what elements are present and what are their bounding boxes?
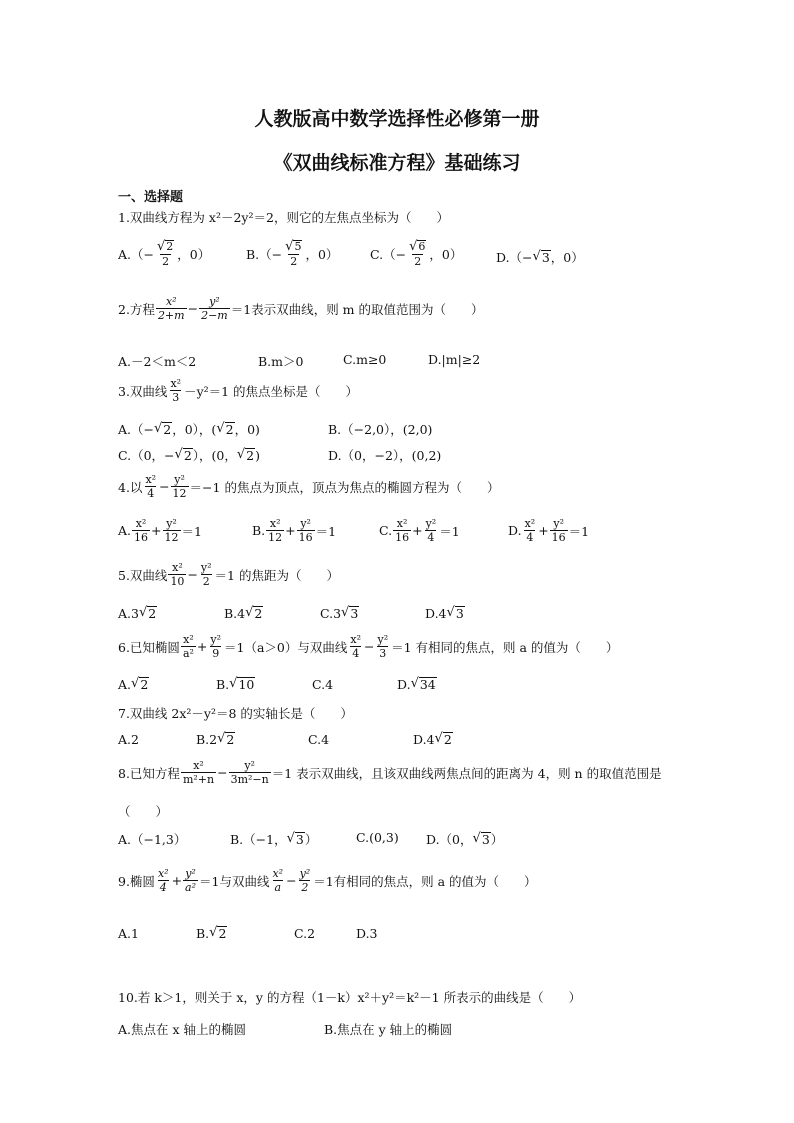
- q8-option-b: B.（−1， √ 3 ）: [230, 830, 318, 847]
- q1-option-a: A.（− √ 2 2 ，0）: [118, 239, 211, 269]
- q9-option-c: C.2: [294, 926, 316, 941]
- q2-option-a: A.－2＜m＜2: [118, 354, 197, 369]
- q6-option-b: B. √ 10: [216, 676, 255, 693]
- q7-option-b: B.2 √ 2: [196, 731, 235, 748]
- q3-option-c: C.（0，− √ 2 ），(0， √ 2 ): [118, 446, 261, 463]
- q3-option-a: A.（− √ 2 ，0），( √ 2 ，0): [118, 420, 260, 437]
- q6-option-d: D. √ 34: [397, 676, 436, 693]
- q3-option-d: D.（0，−2），(0,2): [328, 448, 442, 463]
- q7-option-d: D.4 √ 2: [413, 731, 452, 748]
- q8-option-d: D.（0， √ 3 ）: [426, 830, 504, 847]
- q6-option-a: A. √ 2: [118, 676, 149, 693]
- q1-option-d: D.（− √ 3 ，0）: [496, 248, 584, 265]
- q9-option-b: B. √ 2: [196, 925, 227, 942]
- question-7: 7.双曲线 2x²－y²＝8 的实轴长是（ ）: [118, 706, 353, 721]
- q5-option-b: B.4 √ 2: [224, 605, 263, 622]
- q2-option-b: B.m＞0: [258, 354, 304, 369]
- q5-option-a: A.3 √ 2: [118, 605, 157, 622]
- question-10: 10.若 k＞1，则关于 x，y 的方程（1－k）x²＋y²＝k²－1 所表示的曲线是（ ）: [118, 990, 582, 1005]
- q2-option-c: C.m≥0: [343, 352, 387, 367]
- q5-option-c: C.3 √ 3: [320, 605, 359, 622]
- question-8: 8.已知方程 $\frac{\text{x²}}{\text{m²+n}}$ − $\frac{\text{y²}}{\text{3m²−n}}$ ＝1 表示双曲线，且该双曲线两焦点间的距离为 4，则 n 的取值范围是: [118, 759, 662, 786]
- question-5: 5.双曲线 $\frac{\text{x²}}{10}$ − $\frac{\text{y²}}{2}$ ＝1 的焦距为（ ）: [118, 561, 339, 588]
- q6-option-c: C.4: [312, 677, 334, 692]
- question-8-cont: （ ）: [118, 804, 169, 819]
- question-6: 6.已知椭圆 $\frac{\text{x²}}{\text{a²}}$ + $\frac{\text{y²}}{9}$ ＝1（a＞0）与双曲线 $\frac{\text{x²}}{4}$ − $\frac{\text{y²}}{3}$ ＝1 有相同的焦点，则 a 的值为（ ）: [118, 633, 619, 660]
- question-2: 2.方程 $\frac{\text{x²}}{2+m}$ − $\frac{\text{y²}}{2-m}$ ＝1表示双曲线，则 m 的取值范围为（ ）: [118, 295, 484, 322]
- q9-option-a: A.1: [118, 926, 139, 941]
- q4-option-b: B. $\frac{\text{x²}}{12}$ + $\frac{\text{y²}}{16}$ ＝1: [252, 517, 337, 544]
- q2-option-d: D.|m|≥2: [428, 352, 481, 367]
- question-3: 3.双曲线 $\frac{\text{x²}}{3}$ －y²＝1 的焦点坐标是（ ）: [118, 377, 359, 404]
- q1-option-b: B.（− √ 5 2 ，0）: [246, 239, 339, 269]
- q5-option-d: D.4 √ 3: [425, 605, 464, 622]
- page-title: 人教版高中数学选择性必修第一册: [254, 108, 540, 130]
- q7-option-c: C.4: [308, 732, 330, 747]
- question-9: 9.椭圆 $\frac{\text{x²}}{4}$ + $\frac{\text{y²}}{\text{a²}}$ ＝1与双曲线 $\frac{\text{x²}}{a}$ − $\frac{\text{y²}}{2}$ ＝1有相同的焦点，则 a 的值为（ ）: [118, 867, 537, 894]
- page-subtitle: 《双曲线标准方程》基础练习: [273, 152, 521, 174]
- question-1: 1.双曲线方程为 x²－2y²＝2，则它的左焦点坐标为（ ）: [118, 210, 449, 225]
- q8-option-c: C.(0,3): [356, 830, 399, 845]
- q4-option-c: C. $\frac{\text{x²}}{16}$ + $\frac{\text{y²}}{4}$ ＝1: [379, 517, 460, 544]
- q4-option-a: A. $\frac{\text{x²}}{16}$ + $\frac{\text{y²}}{12}$ ＝1: [118, 517, 202, 544]
- q4-option-d: D. $\frac{\text{x²}}{4}$ + $\frac{\text{y²}}{16}$ ＝1: [508, 517, 590, 544]
- q3-option-b: B.（−2,0），(2,0): [328, 422, 433, 437]
- q1-option-c: C.（− √ 6 2 ，0）: [370, 239, 463, 269]
- q10-option-a: A.焦点在 x 轴上的椭圆: [118, 1022, 246, 1037]
- q7-option-a: A.2: [118, 732, 139, 747]
- section-heading: 一、选择题: [118, 190, 184, 205]
- q9-option-d: D.3: [356, 926, 378, 941]
- q10-option-b: B.焦点在 y 轴上的椭圆: [324, 1022, 453, 1037]
- question-4: 4.以 $\frac{\text{x²}}{4}$ − $\frac{\text{y²}}{12}$ ＝−1 的焦点为顶点，顶点为焦点的椭圆方程为（ ）: [118, 473, 500, 500]
- q8-option-a: A.（−1,3）: [118, 832, 187, 847]
